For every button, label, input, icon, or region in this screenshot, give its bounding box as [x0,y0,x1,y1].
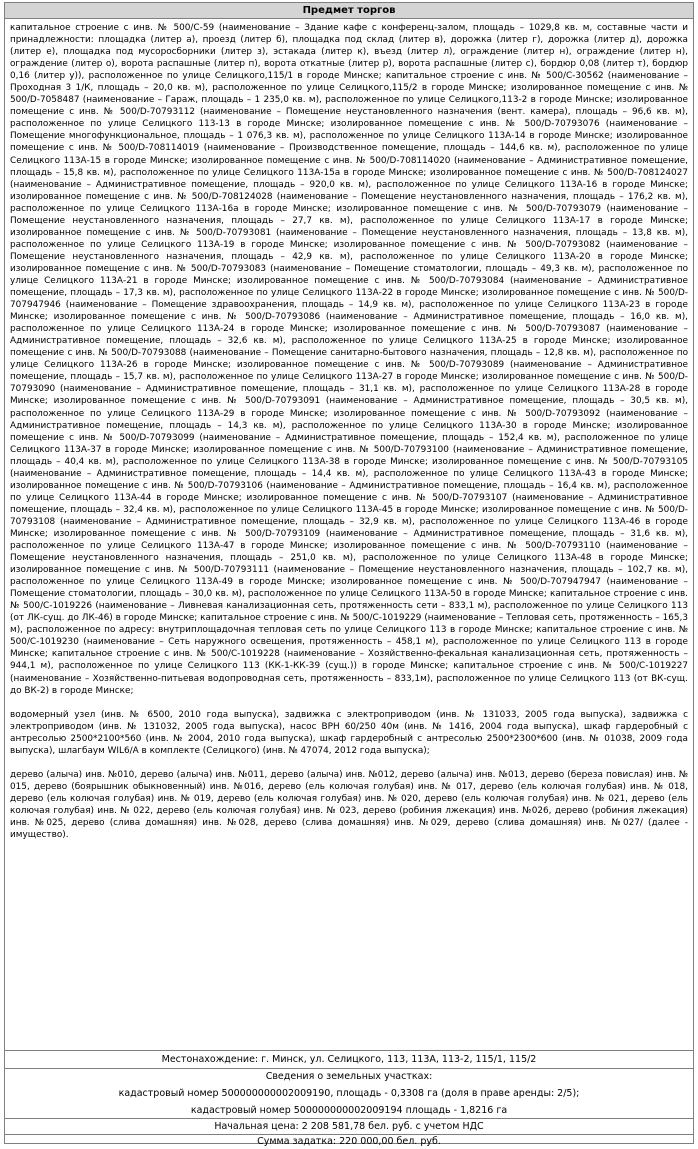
land-plot-line-1: кадастровый номер 500000000002009190, площадь - 0,3308 га (доля в праве аренды: 2/5); [118,1088,580,1099]
lot-table [4,2,694,1147]
land-plots-title: Сведения о земельных участках: [265,1071,433,1082]
property-list-paragraph: капитальное строение с инв. № 500/С-59 (наименование – Здание кафе с конференц-залом, площадь – 1029,8 кв. м, составные части и принадлежности: площадка (литер а), проезд (литер б), площадка под склад (литер в), дорожка (литер г), дорожка (литер д), дорожка (литер е), площадка под мусоросборники (литер з), эстакада (литер к), въезд (литер л), ограждение (литер н), ограждение (литер н), ограждение (литер о), ворота распашные (литер п), ворота откатные (литер р), ворота распашные (литер с), бордюр 0,08 (литер т), бордюр 0,16 (литер у)), расположенное по улице Селицкого,115/1 в городе Минске; капитальное строение с инв. № 500/С-30562 (наименование – Проходная 3 1/К, площадь – 20,0 кв. м), расположенное по улице Селицкого,115/2 в городе Минске; изолированное помещение с инв. № 500/D-7058487 (наименование – Гараж, площадь – 1 235,0 кв. м), расположенное по улице Селицкого,113-2 в городе Минске; изолированное помещение с инв. № 500/D-70793112 (наименование – Помещение неустановленного назначения (вент. камера), площадь – 96,6 кв. м), расположенное по улице Селицкого 113-13 в городе Минске; изолированное помещение с инв. № 500/D-70793076 (наименование – Помещение многофункциональное, площадь – 1 076,3 кв. м), расположенное по улице Селицкого 113А-14 в городе Минске; изолированное помещение с инв. № 500/D-708114019 (наименование – Производственное помещение, площадь – 144,6 кв. м), расположенное по улице Селицкого 113А-15 в городе Минске; изолированное помещение с инв. № 500/D-708114020 (наименование – Административное помещение, площадь – 15,8 кв. м), расположенное по улице Селицкого 113А-15а в городе Минске; изолированное помещение с инв. № 500/D-708124027 (наименование – Административное помещение, площадь – 920,0 кв. м), расположенное по улице Селицкого 113А-16 в городе Минске; изолированное помещение с инв. № 500/D-708124028 (наименование – Помещение неустановленного назначения, площадь – 176,2 кв. м), расположенное по улице Селицкого 113А-16а в городе Минске; изолированное помещение с инв. № 500/D-70793079 (наименование – Помещение неустановленного назначения, площадь – 27,7 кв. м), расположенное по улице Селицкого 113А-17 в городе Минске; изолированное помещение с инв. № 500/D-70793081 (наименование – Помещение неустановленного назначения, площадь – 13,8 кв. м), расположенное по улице Селицкого 113А-19 в городе Минске; изолированное помещение с инв. № 500/D-70793082 (наименование – Помещение неустановленного назначения, площадь – 42,9 кв. м), расположенное по улице Селицкого 113А-20 в городе Минске; изолированное помещение с инв. № 500/D-70793083 (наименование – Помещение стоматологии, площадь – 49,3 кв. м), расположенное по улице Селицкого 113А-21 в городе Минске; изолированное помещение с инв. № 500/D-70793084 (наименование – Административное помещение, площадь – 17,3 кв. м), расположенное по улице Селицкого 113А-22 в городе Минске; изолированное помещение с инв. № 500/D-707947946 (наименование – Помещение здравоохранения, площадь – 14,9 кв. м), расположенное по улице Селицкого 113А-23 в городе Минске; изолированное помещение с инв. № 500/D-70793086 (наименование – Административное помещение, площадь – 16,0 кв. м), расположенное по улице Селицкого 113А-24 в городе Минске; изолированное помещение с инв. № 500/D-70793087 (наименование – Административное помещение, площадь – 32,6 кв. м), расположенное по улице Селицкого 113А-25 в городе Минске; изолированное помещение с инв. № 500/D-70793088 (наименование – Помещение санитарно-бытового назначения, площадь – 12,8 кв. м), расположенное по улице Селицкого 113А-26 в городе Минске; изолированное помещение с инв. № 500/D-70793089 (наименование – Административное помещение, площадь – 15,7 кв. м), расположенное по улице Селицкого 113А-27 в городе Минске; изолированное помещение с инв. № 500/D-70793090 (наименование – Административное помещение, площадь – 31,1 кв. м), расположенное по улице Селицкого 113А-28 в городе Минске; изолированное помещение с инв. № 500/D-70793091 (наименование – Административное помещение, площадь – 30,5 кв. м), расположенное по улице Селицкого 113А-29 в городе Минске; изолированное помещение с инв. № 500/D-70793092 (наименование – Административное помещение, площадь – 14,3 кв. м), расположенное по улице Селицкого 113А-30 в городе Минске; изолированное помещение с инв. № 500/D-70793099 (наименование – Административное помещение, площадь – 152,4 кв. м), расположенное по улице Селицкого 113А-37 в городе Минске; изолированное помещение с инв. № 500/D-70793100 (наименование – Административное помещение, площадь – 40,4 кв. м), расположенное по улице Селицкого 113А-38 в городе Минске; изолированное помещение с инв. № 500/D-70793105 (наименование – Административное помещение, площадь – 14,4 кв. м), расположенное по улице Селицкого 113А-43 в городе Минске; изолированное помещение с инв. № 500/D-70793106 (наименование – Административное помещение, площадь – 16,4 кв. м), расположенное по улице Селицкого 113А-44 в городе Минске; изолированное помещение с инв. № 500/D-70793107 (наименование – Административное помещение, площадь – 32,4 кв. м), расположенное по улице Селицкого 113А-45 в городе Минске; изолированное помещение с инв. № 500/D-70793108 (наименование – Административное помещение, площадь – 32,9 кв. м), расположенное по улице Селицкого 113А-46 в городе Минске; изолированное помещение с инв. № 500/D-70793109 (наименование – Административное помещение, площадь – 31,6 кв. м), расположенное по улице Селицкого 113А-47 в городе Минске; изолированное помещение с инв. № 500/D-70793110 (наименование – Помещение неустановленного назначения, площадь – 251,0 кв. м), расположенное по улице Селицкого 113А-48 в городе Минске; изолированное помещение с инв. № 500/D-70793111 (наименование – Помещение неустановленного назначения, площадь – 102,7 кв. м), расположенное по улице Селицкого 113А-49 в городе Минске; изолированное помещение с инв. № 500/D-707947947 (наименование – Помещение стоматологии, площадь – 30,0 кв. м), расположенное по улице Селицкого 113А-50 в городе Минске; капитальное строение с инв. № 500/С-1019226 (наименование – Ливневая канализационная сеть, протяженность сети – 833,1 м), расположенное по улице Селицкого 113 (от ЛК-сущ. до ЛК-46) в городе Минске; капитальное строение с инв. № 500/С-1019229 (наименование – Тепловая сеть, протяженность – 165,3 м), расположенное по адресу: внутриплощадочная тепловая сеть по улице Селицкого 113 в городе Минске; капитальное строение с инв. № 500/С-1019230 (наименование – Сеть наружного освещения, протяженность – 458,1 м), расположенное по улице Селицкого 113 в городе Минске; капитальное строение с инв. № 500/С-1019228 (наименование – Хозяйственно-фекальная канализационная сеть, протяженность – 944,1 м), расположенное по улице Селицкого 113 (КК-1-КК-39 (сущ.)) в городе Минске; капитальное строение с инв. № 500/С-1019227 (наименование – Хозяйственно-питьевая водопроводная сеть, протяженность – 833,1м), расположенное по улице Селицкого 113 (от ВК-сущ. до ВК-2) в городе Минске; [10,23,688,696]
table-header: Предмет торгов [5,3,693,19]
trees-paragraph: дерево (алыча) инв. №010, дерево (алыча) инв. №011, дерево (алыча) инв. №012, дерево (алыча) инв. №013, дерево (береза повислая) инв. № 015, дерево (боярышник обыкновенный) инв. №016, дерево (ель колючая голубая) инв. № 017, дерево (ель колючая голубая) инв. № 018, дерево (ель колючая голубая) инв. № 019, дерево (ель колючая голубая) инв. № 020, дерево (ель колючая голубая) инв. № 021, дерево (ель колючая голубая) инв. № 022, дерево (ель колючая голубая) инв. № 023, дерево (робиния лжекация) инв. №026, дерево (робиния лжекация) инв. №025, дерево (слива домашняя) инв. №028, дерево (слива домашняя) инв. №029, дерево (слива домашняя) инв. №027/ (далее - имущество). [10,769,688,841]
land-plots-row [5,1069,693,1119]
deposit-row: Сумма задатка: 220 000,00 бел. руб. [257,1136,441,1147]
location-row: Местонахождение: г. Минск, ул. Селицкого, 113, 113А, 113-2, 115/1, 115/2 [5,1051,693,1069]
land-plot-line-2: кадастровый номер 500000000002009194 площадь - 1,8216 га [190,1105,508,1116]
equipment-paragraph: водомерный узел (инв. № 6500, 2010 года выпуска), задвижка с электроприводом (инв. № 131033, 2005 года выпуска), задвижка с электроприводом (инв. № 131032, 2005 года выпуска), насос ВРН 60/250 40м (инв. № 1416, 2004 года выпуска), шкаф гардеробный с антресолью 2500*2100*560 (инв. № 2004, 2010 года выпуска), шкаф гардеробный с антресолью 2500*2300*600 (инв. № 01038, 2009 года выпуска), шлагбаум WIL6/A в комплекте (Селицкого) (инв. № 47074, 2012 года выпуска); [10,709,688,756]
start-price-row: Начальная цена: 2 208 581,78 бел. руб. с учетом НДС [5,1119,693,1135]
lot-description [5,19,693,1051]
